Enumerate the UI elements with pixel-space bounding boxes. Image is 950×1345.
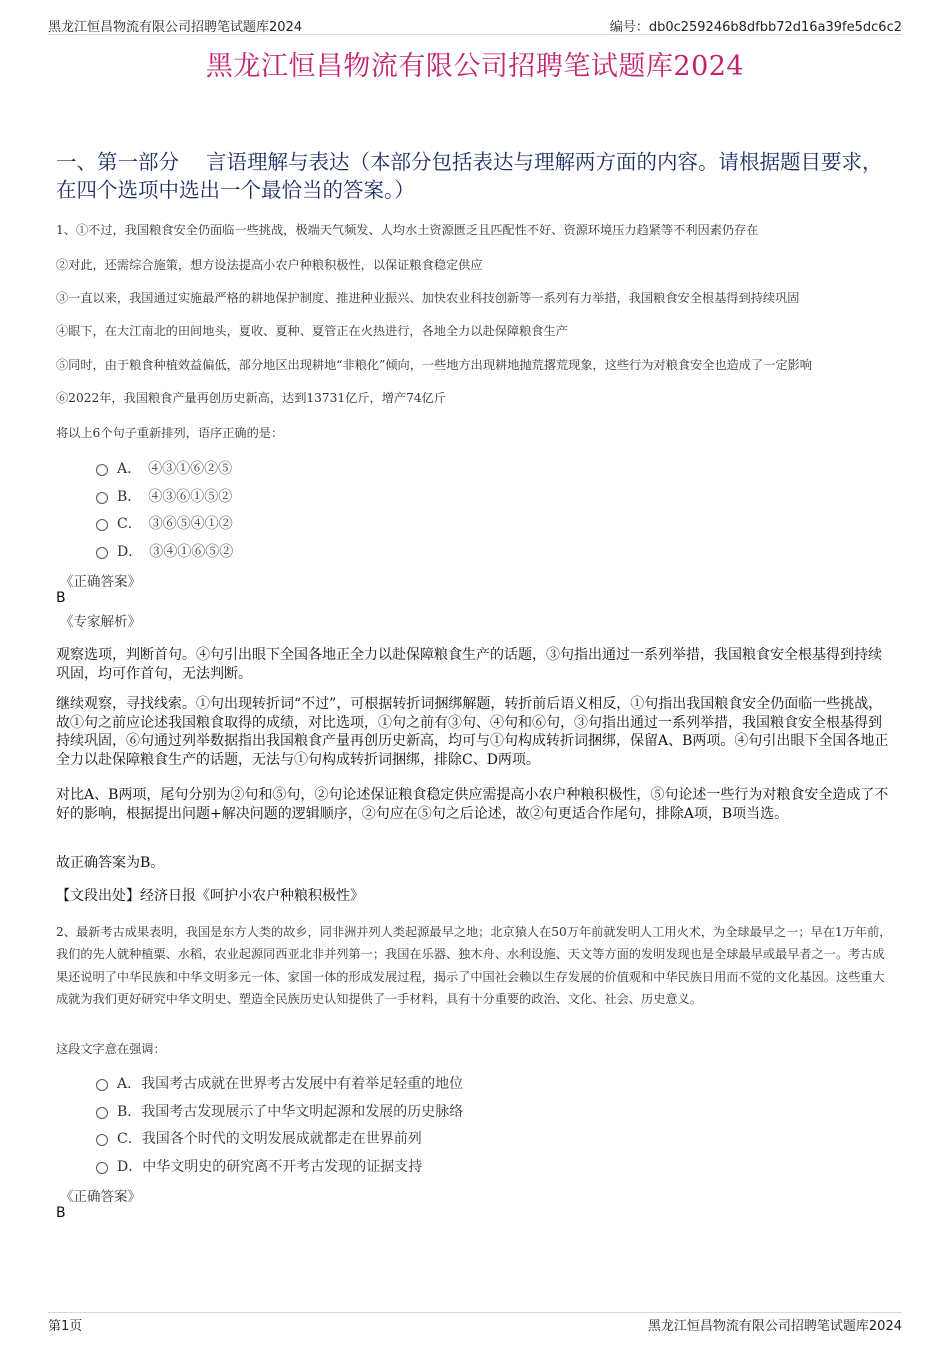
radio-icon[interactable]: [96, 1107, 108, 1119]
radio-icon[interactable]: [96, 519, 108, 531]
q1-sentence-2: ②对此，还需综合施策，想方设法提高小农户种粮积极性，以保证粮食稳定供应: [56, 258, 483, 272]
q1-option-b[interactable]: [96, 486, 232, 506]
q1-analysis-para-3: 对比A、B两项，尾句分别为②句和⑤句，②句论述保证粮食稳定供应需提高小农户种粮积极性，⑤句论述一些行为对粮食安全造成了不好的影响，根据提出问题+解决问题的逻辑顺序，②句应在⑤句之后论述，故②句更适合作尾句，排除A项，B项当选。: [56, 787, 889, 822]
q1-sentence-1: 1、①不过，我国粮食安全仍面临一些挑战，极端天气频发、人均水土资源匮乏且匹配性不好、资源环境压力趋紧等不利因素仍存在: [56, 223, 759, 237]
q1-analysis-para-4: 故正确答案为B。: [56, 855, 165, 871]
radio-icon[interactable]: [96, 1134, 108, 1146]
q1-option-a[interactable]: [96, 458, 232, 478]
radio-icon[interactable]: [96, 547, 108, 559]
q1-answer: B: [56, 590, 66, 606]
q1-option-d[interactable]: [96, 541, 233, 561]
option-label: A．我国考古成就在世界考古发展中有着举足轻重的地位: [117, 1076, 464, 1092]
section-heading: 一、第一部分 言语理解与表达（本部分包括表达与理解两方面的内容。请根据题目要求，在四个选项中选出一个最恰当的答案。）: [56, 150, 883, 202]
q2-answer-tag: 《正确答案》: [60, 1189, 141, 1205]
q1-sentence-5: ⑤同时，由于粮食种植效益偏低，部分地区出现耕地“非粮化”倾向，一些地方出现耕地抛荒撂荒现象，这些行为对粮食安全也造成了一定影响: [56, 358, 812, 372]
q1-sentence-6: ⑥2022年，我国粮食产量再创历史新高，达到13731亿斤，增产74亿斤: [56, 391, 446, 405]
q1-sentence-4: ④眼下，在大江南北的田间地头，夏收、夏种、夏管正在火热进行，各地全力以赴保障粮食生产: [56, 324, 568, 338]
radio-icon[interactable]: [96, 464, 108, 476]
option-label: C． ③⑥⑤④①②: [117, 516, 233, 532]
option-label: D．中华文明史的研究离不开考古发现的证据支持: [117, 1159, 423, 1175]
page-footer: [48, 1312, 902, 1334]
q2-option-b[interactable]: [96, 1101, 463, 1121]
q2-passage: 2、最新考古成果表明，我国是东方人类的故乡，同非洲并列人类起源最早之地；北京猿人在50万年前就发明人工用火术，为全球最早之一；早在1万年前，我们的先人就种植粟、水稻，农业起源同西亚北非并列第一；我国在乐器、独木舟、水利设施、天文等方面的发明发现也是全球最早或最早者之一。考古成果还说明了中华民族和中华文明多元一体、家国一体的形成发展过程，揭示了中国社会赖以生存发展的价值观和中华民族日用而不觉的文化基因。这些重大成就为我们更好研究中华文明史、塑造全民族历史认知提供了一手材料，具有十分重要的政治、文化、社会、历史意义。: [56, 925, 892, 1007]
radio-icon[interactable]: [96, 1162, 108, 1174]
radio-icon[interactable]: [96, 492, 108, 504]
q1-answer-tag: 《正确答案》: [60, 574, 141, 590]
q2-option-a[interactable]: [96, 1073, 463, 1093]
header-doc-id: 编号：db0c259246b8dfbb72d16a39fe5dc6c2: [609, 20, 902, 35]
q1-sentence-3: ③一直以来，我国通过实施最严格的耕地保护制度、推进种业振兴、加快农业科技创新等一系列有力举措，我国粮食安全根基得到持续巩固: [56, 291, 800, 305]
q1-option-c[interactable]: [96, 513, 233, 533]
q2-prompt: 这段文字意在强调：: [56, 1042, 166, 1056]
q1-analysis-tag: 《专家解析》: [60, 614, 141, 630]
option-label: B． ④③⑥①⑤②: [117, 489, 233, 505]
footer-page-number: 第1页: [48, 1319, 83, 1334]
page-title: 黑龙江恒昌物流有限公司招聘笔试题库2024: [205, 51, 745, 82]
page-header: [48, 14, 902, 35]
header-doc-title: 黑龙江恒昌物流有限公司招聘笔试题库2024: [48, 20, 303, 35]
footer-doc-title: 黑龙江恒昌物流有限公司招聘笔试题库2024: [647, 1319, 902, 1334]
option-label: B．我国考古发现展示了中华文明起源和发展的历史脉络: [117, 1104, 464, 1120]
q2-option-c[interactable]: [96, 1128, 422, 1148]
q2-answer: B: [56, 1205, 66, 1221]
radio-icon[interactable]: [96, 1079, 108, 1091]
option-label: C．我国各个时代的文明发展成就都走在世界前列: [117, 1131, 422, 1147]
q1-source: 【文段出处】经济日报《呵护小农户种粮积极性》: [56, 888, 364, 904]
q1-prompt: 将以上6个句子重新排列，语序正确的是：: [56, 426, 284, 440]
q2-option-d[interactable]: [96, 1156, 422, 1176]
option-label: A． ④③①⑥②⑤: [117, 461, 233, 477]
q1-analysis-para-1: 观察选项，判断首句。④句引出眼下全国各地正全力以赴保障粮食生产的话题，③句指出通过一系列举措，我国粮食安全根基得到持续巩固，均可作首句，无法判断。: [56, 647, 882, 682]
option-label: D． ③④①⑥⑤②: [117, 544, 234, 560]
q1-analysis-para-2: 继续观察，寻找线索。①句出现转折词“不过”，可根据转折词捆绑解题，转折前后语义相反，①句指出我国粮食安全仍面临一些挑战，故①句之前应论述我国粮食取得的成绩，对比选项，①句之前有③句、④句和⑥句，③句指出通过一系列举措，我国粮食安全根基得到持续巩固，⑥句通过列举数据指出我国粮食产量再创历史新高，均可与①句构成转折词捆绑，保留A、B两项。④句引出眼下全国各地正全力以赴保障粮食生产的话题，无法与①句构成转折词捆绑，排除C、D两项。: [56, 696, 889, 768]
